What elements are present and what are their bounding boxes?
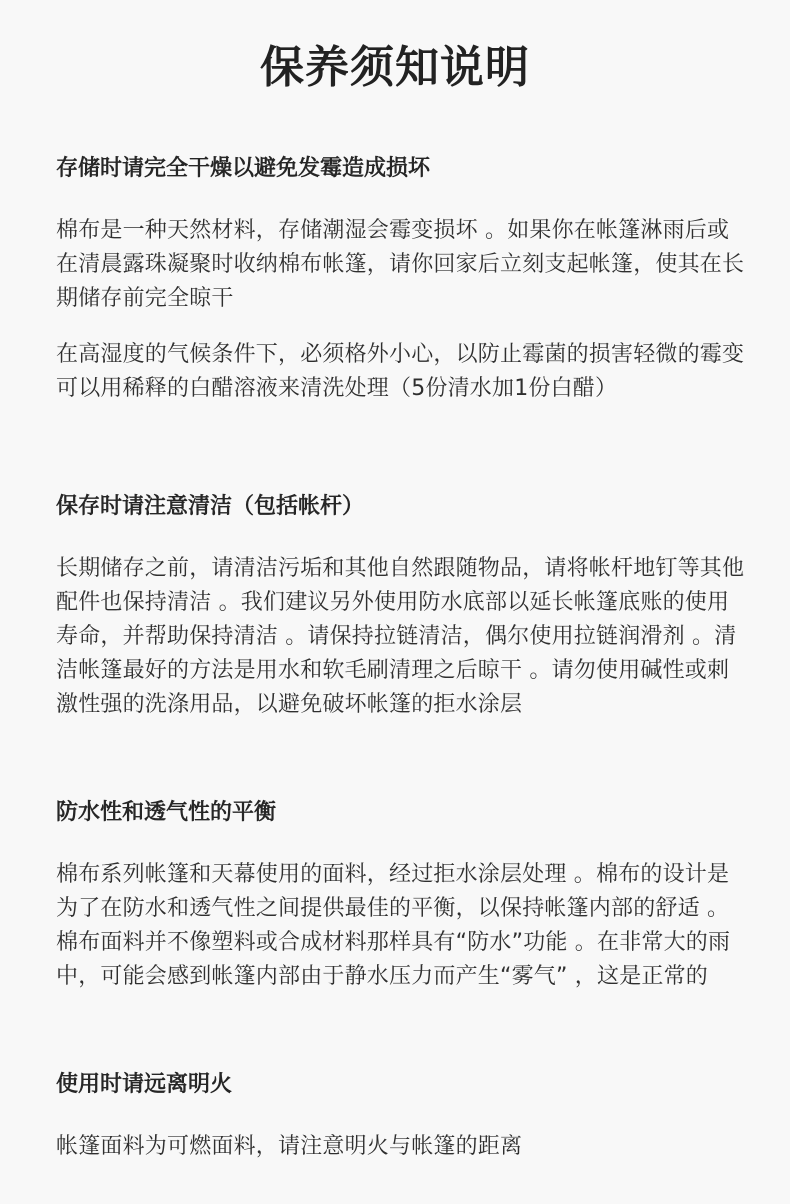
section-heading: 使用时请远离明火 (56, 1072, 233, 1097)
section-paragraph: 棉布系列帐篷和天幕使用的面料，经过拒水涂层处理 。棉布的设计是为了在防水和透气性之间提供最佳的平衡，以保持帐篷内部的舒适 。棉布面料并不像塑料或合成材料那样具有“防水”功能 。在非常大的雨中，可能会感到帐篷内部由于静水压力而产生“雾气” ，这是正常的 (56, 862, 731, 989)
section-heading: 存储时请完全干燥以避免发霉造成损坏 (56, 156, 431, 181)
page-title: 保养须知说明 (260, 42, 530, 93)
section-paragraph: 棉布是一种天然材料，存储潮湿会霉变损坏 。如果你在帐篷淋雨后或在清晨露珠凝聚时收纳棉布帐篷，请你回家后立刻支起帐篷，使其在长期储存前完全晾干 (56, 218, 745, 311)
section-waterproof-breathability (56, 798, 746, 994)
section-storage-drying (56, 154, 746, 406)
section-paragraph: 长期储存之前，请清洁污垢和其他自然跟随物品，请将帐杆地钉等其他配件也保持清洁 。我们建议另外使用防水底部以延长帐篷底账的使用寿命，并帮助保持清洁 。请保持拉链清洁，偶尔使用拉链润滑剂 。清洁帐篷最好的方法是用水和软毛刷清理之后晾干 。请勿使用碱性或刺激性强的洗涤用品，以避免破坏帐篷的拒水涂层 (56, 556, 745, 717)
section-storage-cleaning (56, 492, 746, 722)
section-heading: 保存时请注意清洁（包括帐杆） (56, 494, 365, 519)
section-paragraph: 帐篷面料为可燃面料，请注意明火与帐篷的距离 (56, 1134, 523, 1159)
section-fire-safety (56, 1070, 746, 1164)
section-heading: 防水性和透气性的平衡 (56, 800, 277, 825)
section-paragraph: 在高湿度的气候条件下，必须格外小心，以防止霉菌的损害轻微的霉变可以用稀释的白醋溶液来清洗处理（5份清水加1份白醋） (56, 342, 745, 401)
